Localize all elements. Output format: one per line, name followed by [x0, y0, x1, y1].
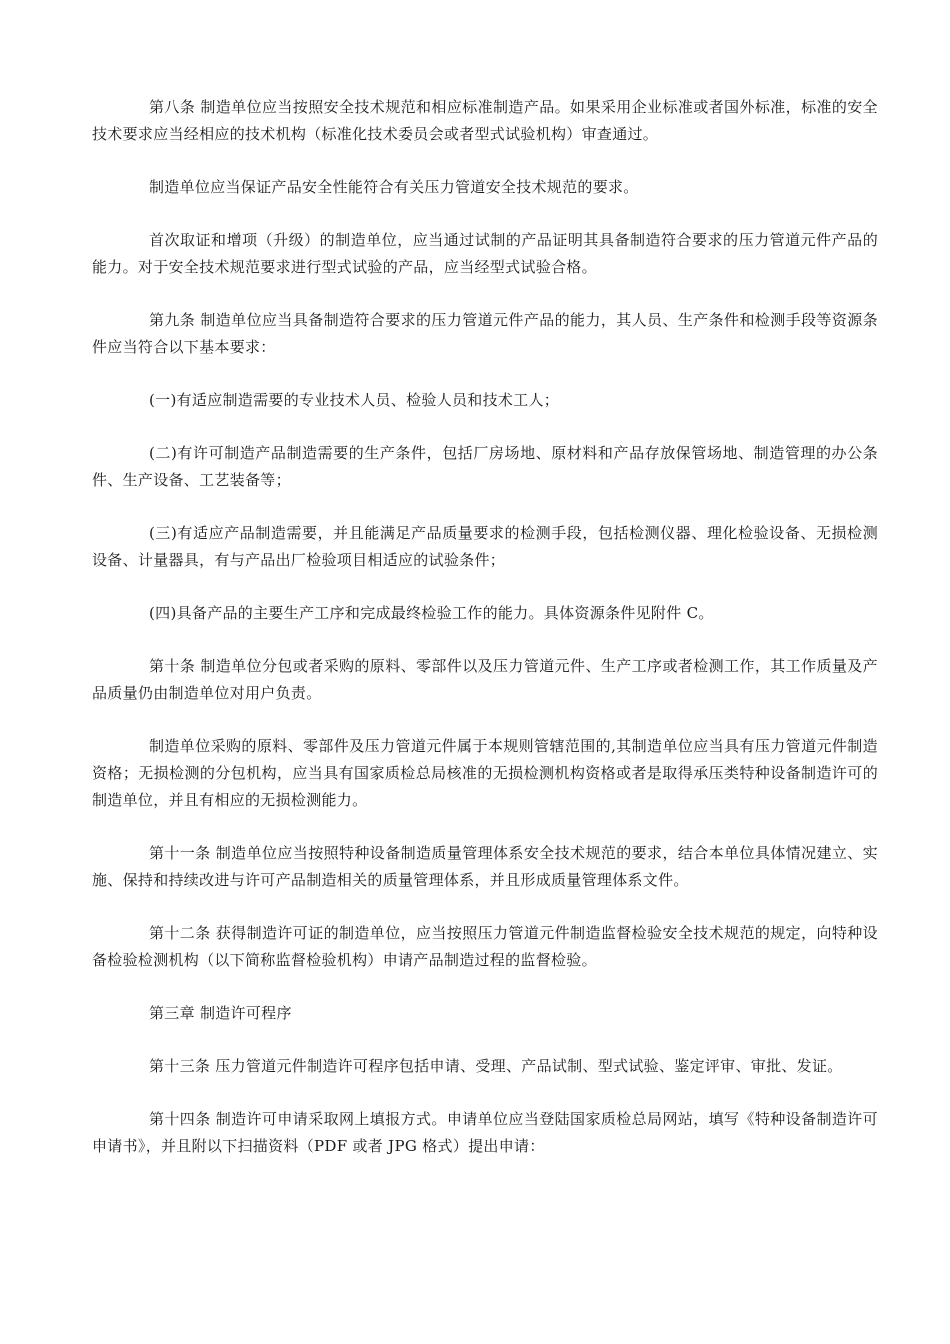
- document-body: [92, 94, 878, 1186]
- article-8-paragraph-3: 首次取证和增项（升级）的制造单位，应当通过试制的产品证明其具备制造符合要求的压力管道元件产品的能力。对于安全技术规范要求进行型式试验的产品，应当经型式试验合格。: [92, 231, 878, 276]
- article-9-item-3: (三)有适应产品制造需要，并且能满足产品质量要求的检测手段，包括检测仪器、理化检验设备、无损检测设备、计量器具，有与产品出厂检验项目相适应的试验条件；: [92, 524, 878, 569]
- article-9-paragraph-1: 第九条 制造单位应当具备制造符合要求的压力管道元件产品的能力，其人员、生产条件和检测手段等资源条件应当符合以下基本要求：: [92, 311, 878, 356]
- article-9-item-1: (一)有适应制造需要的专业技术人员、检验人员和技术工人；: [149, 391, 560, 409]
- article-13-paragraph: 第十三条 压力管道元件制造许可程序包括申请、受理、产品试制、型式试验、鉴定评审、审批、发证。: [149, 1057, 843, 1075]
- article-10-paragraph-1: 第十条 制造单位分包或者采购的原料、零部件以及压力管道元件、生产工序或者检测工作，其工作质量及产品质量仍由制造单位对用户负责。: [92, 657, 878, 702]
- article-11-paragraph: 第十一条 制造单位应当按照特种设备制造质量管理体系安全技术规范的要求，结合本单位具体情况建立、实施、保持和持续改进与许可产品制造相关的质量管理体系，并且形成质量管理体系文件。: [92, 844, 878, 889]
- article-14-paragraph: 第十四条 制造许可申请采取网上填报方式。申请单位应当登陆国家质检总局网站，填写《特种设备制造许可申请书》，并且附以下扫描资料（PDF 或者 JPG 格式）提出申请：: [92, 1110, 878, 1155]
- article-10-paragraph-2: 制造单位采购的原料、零部件及压力管道元件属于本规则管辖范围的,其制造单位应当具有压力管道元件制造资格；无损检测的分包机构，应当具有国家质检总局核准的无损检测机构资格或者是取得承压类特种设备制造许可的制造单位，并且有相应的无损检测能力。: [92, 737, 878, 809]
- article-8-paragraph-2: 制造单位应当保证产品安全性能符合有关压力管道安全技术规范的要求。: [149, 178, 639, 196]
- article-9-item-2: (二)有许可制造产品制造需要的生产条件，包括厂房场地、原材料和产品存放保管场地、制造管理的办公条件、生产设备、工艺装备等；: [92, 444, 878, 489]
- article-12-paragraph: 第十二条 获得制造许可证的制造单位，应当按照压力管道元件制造监督检验安全技术规范的规定，向特种设备检验检测机构（以下简称监督检验机构）申请产品制造过程的监督检验。: [92, 924, 878, 969]
- article-9-item-4: (四)具备产品的主要生产工序和完成最终检验工作的能力。具体资源条件见附件 C。: [149, 604, 714, 622]
- chapter-3-heading: 第三章 制造许可程序: [149, 1004, 292, 1022]
- article-8-paragraph-1: 第八条 制造单位应当按照安全技术规范和相应标准制造产品。如果采用企业标准或者国外标准，标准的安全技术要求应当经相应的技术机构（标准化技术委员会或者型式试验机构）审查通过。: [92, 98, 878, 143]
